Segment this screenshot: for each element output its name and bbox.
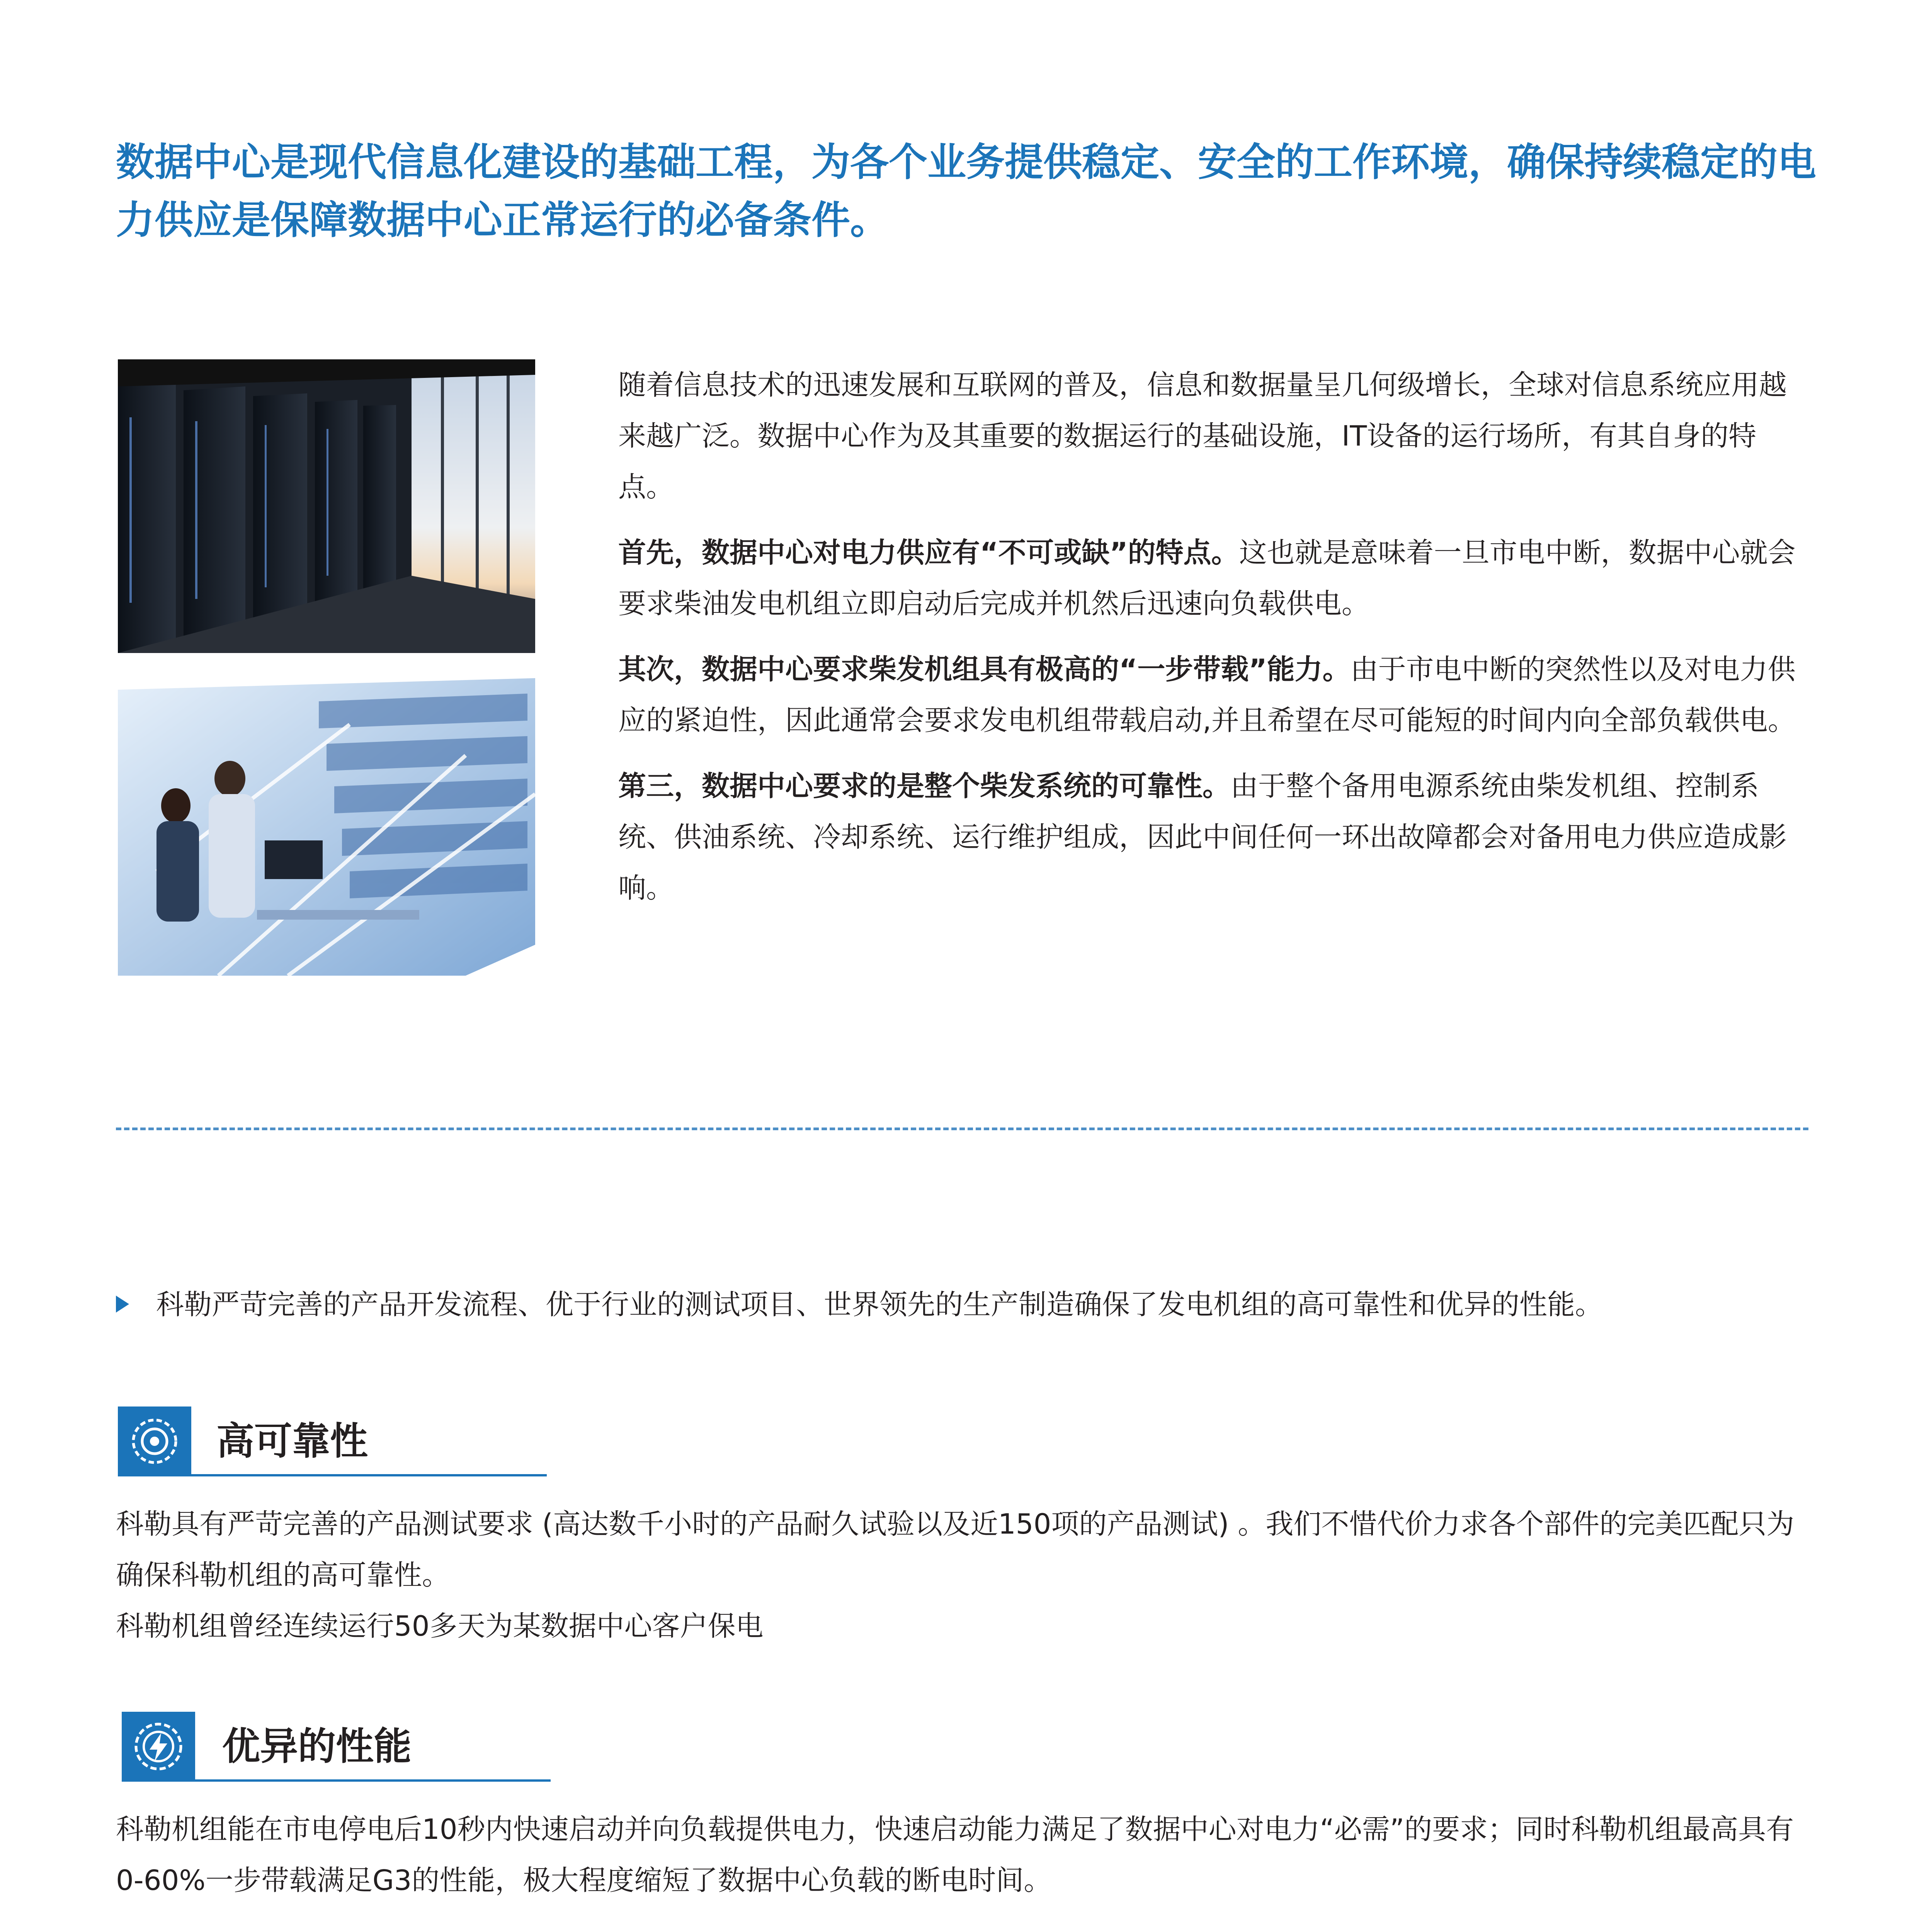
dashed-divider — [116, 1128, 1808, 1130]
engineers-datacenter-photo — [118, 678, 535, 976]
page-headline: 数据中心是现代信息化建设的基础工程，为各个业务提供稳定、安全的工作环境，确保持续稳定的电力供应是保障数据中心正常运行的必备条件。 — [116, 139, 1816, 243]
intro-paragraph-4-body: 由于整个备用电源系统由柴发机组、控制系统、供油系统、冷却系统、运行维护组成，因此中间任何一环出故障都会对备用电力供应造成影响。 — [618, 770, 1787, 904]
intro-paragraph-3 — [618, 644, 1808, 746]
server-room-photo — [118, 359, 535, 653]
intro-paragraph-2-lead: 首先，数据中心对电力供应有“不可或缺”的特点。 — [618, 536, 1239, 569]
section-title-performance: 优异的性能 — [222, 1725, 412, 1769]
section-title-reliability: 高可靠性 — [216, 1419, 368, 1463]
reliability-gear-icon — [118, 1406, 191, 1476]
summary-bullet — [116, 1281, 1808, 1328]
intro-paragraph-1: 随着信息技术的迅速发展和互联网的普及，信息和数据量呈几何级增长，全球对信息系统应用越来越广泛。数据中心作为及其重要的数据运行的基础设施，IT设备的运行场所，有其自身的特点。 — [618, 369, 1787, 503]
intro-paragraph-3-body: 由于市电中断的突然性以及对电力供应的紧迫性，因此通常会要求发电机组带载启动,并且希望在尽可能短的时间内向全部负载供电。 — [618, 653, 1796, 736]
section-underline — [118, 1474, 547, 1476]
intro-text — [618, 359, 1808, 928]
performance-lightning-gear-icon — [122, 1712, 195, 1781]
intro-paragraph-3-lead: 其次，数据中心要求柴发机组具有极高的“一步带载”能力。 — [618, 653, 1351, 685]
summary-bullet-text: 科勒严苛完善的产品开发流程、优于行业的测试项目、世界领先的生产制造确保了发电机组的高可靠性和优异的性能。 — [156, 1288, 1603, 1321]
intro-paragraph-2 — [618, 527, 1808, 629]
intro-paragraph-4-lead: 第三，数据中心要求的是整个柴发系统的可靠性。 — [618, 770, 1231, 802]
section-underline — [122, 1779, 551, 1782]
triangle-bullet-icon — [116, 1296, 129, 1313]
intro-paragraph-2-body: 这也就是意味着一旦市电中断，数据中心就会要求柴油发电机组立即启动后完成并机然后迅速向负载供电。 — [618, 536, 1796, 620]
section-body-line: 科勒机组能在市电停电后10秒内快速启动并向负载提供电力，快速启动能力满足了数据中心对电力“必需”的要求；同时科勒机组最高具有0-60%一步带载满足G3的性能，极大程度缩短了数据中心负载的断电时间。 — [116, 1813, 1794, 1896]
section-body-performance — [116, 1804, 1816, 1906]
intro-paragraph-4 — [618, 760, 1808, 913]
section-body-line: 科勒具有严苛完善的产品测试要求 (高达数千小时的产品耐久试验以及近150项的产品测试) 。我们不惜代价力求各个部件的完美匹配只为确保科勒机组的高可靠性。 — [116, 1508, 1795, 1591]
section-body-line: 科勒机组曾经连续运行50多天为某数据中心客户保电 — [116, 1610, 764, 1642]
section-body-reliability — [116, 1498, 1816, 1651]
